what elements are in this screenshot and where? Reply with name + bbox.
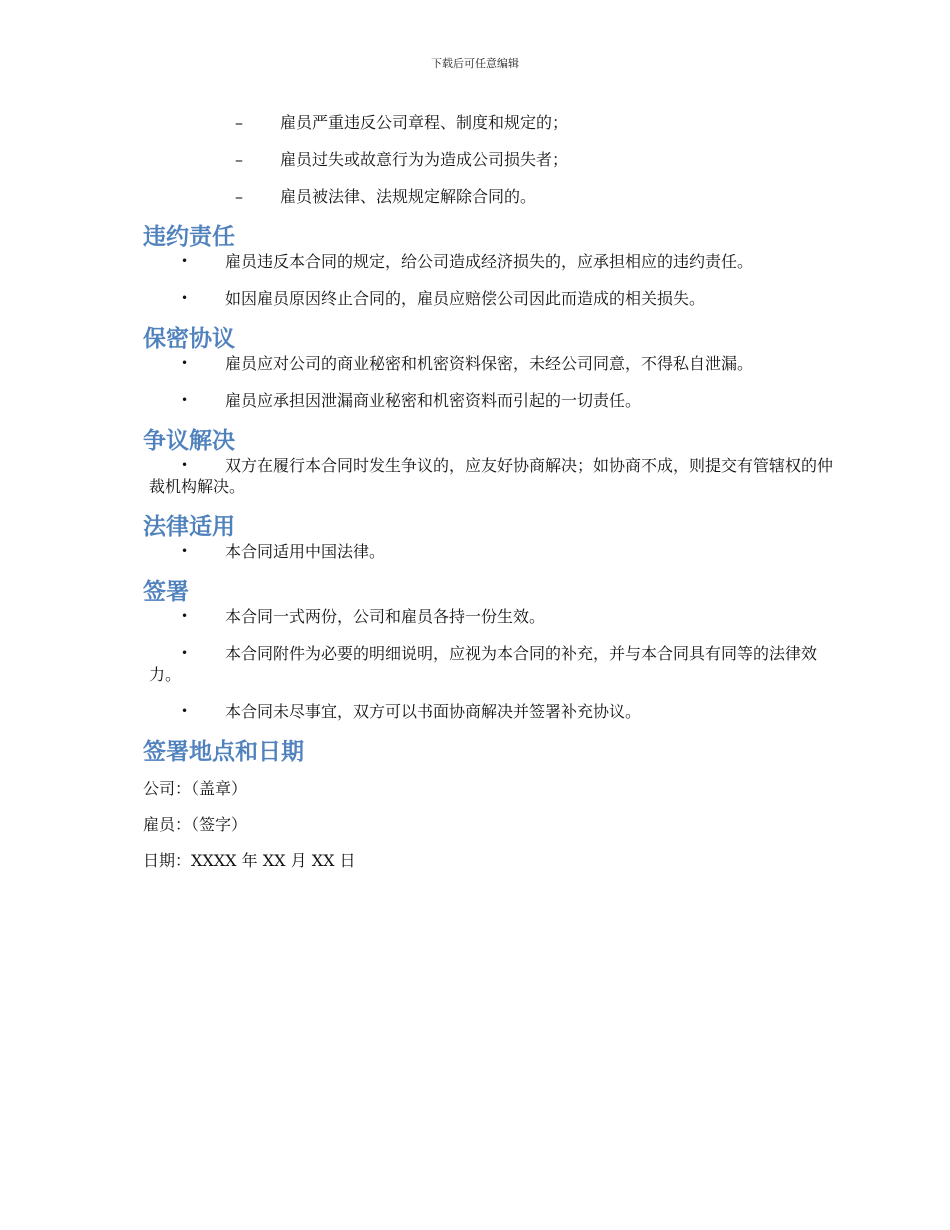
dash-marker: – bbox=[235, 150, 243, 169]
bullet-marker: • bbox=[181, 291, 189, 305]
list-item-text: 如因雇员原因终止合同的，雇员应赔偿公司因此而造成的相关损失。 bbox=[225, 289, 706, 308]
dash-marker: – bbox=[235, 187, 243, 206]
section-title: 法律适用 bbox=[143, 514, 235, 540]
section-dispute bbox=[143, 427, 843, 497]
dash-marker: – bbox=[235, 113, 243, 132]
bullet-marker: • bbox=[181, 356, 189, 370]
list-item-text: 雇员违反本合同的规定，给公司造成经济损失的，应承担相应的违约责任。 bbox=[225, 252, 754, 271]
employee-signature-line: 雇员：（签字） bbox=[143, 815, 248, 834]
list-item bbox=[143, 541, 843, 562]
section-confidentiality bbox=[143, 325, 843, 411]
company-signature-line: 公司：（盖章） bbox=[143, 779, 248, 798]
list-item bbox=[143, 390, 843, 411]
section-title: 签署 bbox=[143, 579, 189, 605]
list-item bbox=[143, 353, 843, 374]
bullet-marker: • bbox=[181, 458, 189, 472]
list-item-text: 本合同适用中国法律。 bbox=[225, 542, 386, 561]
list-item bbox=[143, 288, 843, 309]
section-law bbox=[143, 513, 843, 562]
list-item-text: 本合同附件为必要的明细说明，应视为本合同的补充，并与本合同具有同等的法律效力。 bbox=[149, 644, 818, 684]
list-item-text: 雇员过失或故意行为为造成公司损失者； bbox=[280, 150, 569, 169]
list-item bbox=[143, 643, 843, 685]
list-item bbox=[143, 148, 843, 172]
bullet-marker: • bbox=[181, 646, 189, 660]
bullet-marker: • bbox=[181, 393, 189, 407]
header-note: 下载后可任意编辑 bbox=[431, 57, 519, 70]
list-item bbox=[143, 251, 843, 272]
bullet-marker: • bbox=[181, 704, 189, 718]
document-body bbox=[143, 111, 843, 886]
list-item-text: 本合同一式两份，公司和雇员各持一份生效。 bbox=[225, 607, 546, 626]
list-item-text: 雇员被法律、法规规定解除合同的。 bbox=[280, 187, 537, 206]
section-place-date bbox=[143, 738, 843, 872]
list-item-text: 雇员应承担因泄漏商业秘密和机密资料而引起的一切责任。 bbox=[225, 391, 642, 410]
list-item-text: 雇员应对公司的商业秘密和机密资料保密，未经公司同意，不得私自泄漏。 bbox=[225, 354, 754, 373]
section-title: 违约责任 bbox=[143, 224, 235, 250]
list-item bbox=[143, 185, 843, 209]
list-item-text: 雇员严重违反公司章程、制度和规定的； bbox=[280, 113, 569, 132]
list-item bbox=[143, 606, 843, 627]
list-item bbox=[143, 701, 843, 722]
bullet-marker: • bbox=[181, 609, 189, 623]
list-item bbox=[143, 455, 843, 497]
section-liability bbox=[143, 223, 843, 309]
section-title: 争议解决 bbox=[143, 428, 235, 454]
list-item-text: 本合同未尽事宜，双方可以书面协商解决并签署补充协议。 bbox=[225, 702, 642, 721]
section-signing bbox=[143, 578, 843, 722]
list-item-text: 双方在履行本合同时发生争议的，应友好协商解决；如协商不成，则提交有管辖权的仲裁机构解决。 bbox=[149, 456, 834, 496]
section-title: 签署地点和日期 bbox=[143, 739, 304, 765]
section-title: 保密协议 bbox=[143, 326, 235, 352]
date-line: 日期：XXXX 年 XX 月 XX 日 bbox=[143, 851, 356, 870]
bullet-marker: • bbox=[181, 254, 189, 268]
list-item bbox=[143, 111, 843, 135]
bullet-marker: • bbox=[181, 544, 189, 558]
